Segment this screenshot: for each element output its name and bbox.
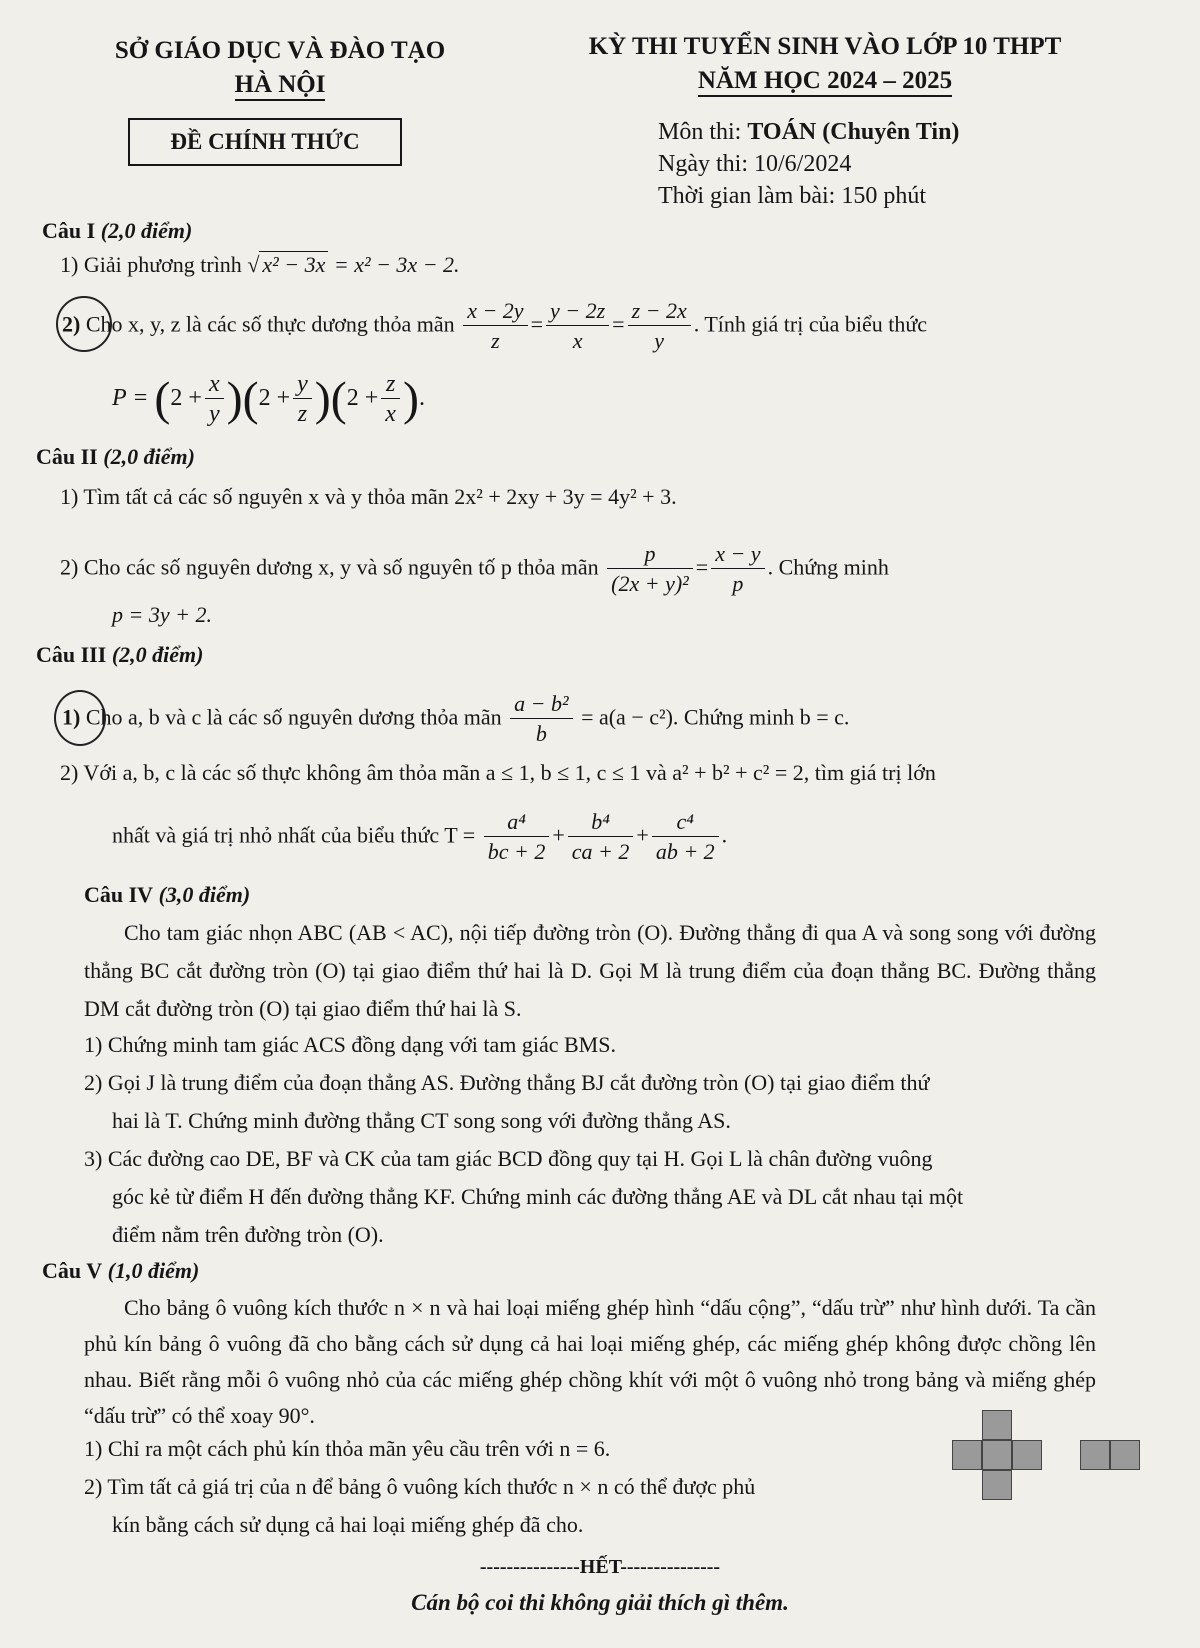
q3-part1-end: = a(a − c²). Chứng minh b = c.	[575, 704, 850, 730]
question-2-heading	[36, 442, 195, 472]
exam-date: Ngày thi: 10/6/2024	[658, 151, 852, 177]
expression-P: P = (2 + $\frac{x}{y}$ )(2 + $\frac{y}{z}$ )(2 + $\frac{z}{x}$ ).	[112, 371, 425, 427]
q4-part3-line1: 3) Các đường cao DE, BF và CK của tam giác BCD đồng quy tại H. Gọi L là chân đường vuông	[84, 1146, 933, 1171]
plus-shaped-piece	[952, 1410, 1042, 1500]
q4-part2-line1: 2) Gọi J là trung điểm của đoạn thẳng AS. Đường thẳng BJ cắt đường tròn (O) tại giao điểm thứ	[84, 1070, 930, 1095]
exam-title: KỲ THI TUYỂN SINH VÀO LỚP 10 THPT	[588, 33, 1062, 60]
q3-part2-line1: 2) Với a, b, c là các số thực không âm thỏa mãn a ≤ 1, b ≤ 1, c ≤ 1 và a² + b² + c² = 2, tìm giá trị lớn	[60, 760, 936, 785]
department-name: SỞ GIÁO DỤC VÀ ĐÀO TẠO	[114, 37, 446, 64]
q1-part2: 2) Cho x, y, z là các số thực dương thỏa mãn $\frac{x - 2y}{z}$ = $\frac{y - 2z}{x}$ = $\frac{z - 2x}{y}$ . Tính giá trị của biểu thức	[62, 297, 927, 356]
question-4-heading	[84, 880, 250, 910]
q1-part1-rhs: = x² − 3x − 2.	[328, 252, 460, 277]
question-3-points: (2,0 điểm)	[111, 642, 204, 667]
proctor-note: Cán bộ coi thi không giải thích gì thêm.	[411, 1590, 789, 1615]
end-marker: ---------------HẾT---------------	[479, 1556, 721, 1578]
q1-part1-text: 1) Giải phương trình	[60, 252, 248, 277]
q1-part2-end: . Tính giá trị của biểu thức	[693, 311, 928, 337]
q5-intro: Cho bảng ô vuông kích thước n × n và hai loại miếng ghép hình “dấu cộng”, “dấu trừ” như hình dưới. Ta cần phủ kín bảng ô vuông đã cho bằng cách sử dụng cả hai loại miếng ghép, các miếng ghép không được chồng lên nhau. Biết rằng mỗi ô vuông nhỏ của các miếng ghép chồng khít với một ô vuông nhỏ trong bảng và miếng ghép “dấu trừ” có thể xoay 90°.	[84, 1295, 1096, 1428]
exam-duration: Thời gian làm bài: 150 phút	[658, 183, 926, 209]
q3-part1-number: 1)	[62, 704, 81, 730]
q2-part2-end: . Chứng minh	[767, 554, 889, 580]
P-term-2-const: 2 +	[258, 385, 291, 412]
q4-part1: 1) Chứng minh tam giác ACS đồng dạng với tam giác BMS.	[84, 1032, 616, 1057]
question-1-points: (2,0 điểm)	[100, 218, 193, 243]
q5-part1: 1) Chỉ ra một cách phủ kín thỏa mãn yêu cầu trên với n = 6.	[84, 1436, 611, 1461]
sqrt-expression: √ x² − 3x	[247, 250, 328, 280]
question-3-title: Câu III	[36, 642, 107, 667]
exam-block	[555, 30, 1095, 98]
question-2-points: (2,0 điểm)	[103, 444, 195, 469]
exam-meta	[658, 116, 959, 212]
q5-part2-line1: 2) Tìm tất cả giá trị của n để bảng ô vuông kích thước n × n có thể được phủ	[84, 1474, 756, 1499]
q3-part1-text: Cho a, b và c là các số nguyên dương thỏa mãn	[80, 704, 508, 730]
question-3-heading	[36, 640, 203, 670]
fraction-2: $\frac{y - 2z}{x}$	[546, 297, 609, 356]
radicand: x² − 3x	[259, 251, 328, 277]
q3-part1: 1) Cho a, b và c là các số nguyên dương thỏa mãn $\frac{\text{a − b²}}{b}$ = a(a − c²). Chứng minh b = c.	[62, 691, 850, 746]
q2-part2-text: 2) Cho các số nguyên dương x, y và số nguyên tố p thỏa mãn	[60, 554, 605, 580]
official-exam-box: ĐỀ CHÍNH THỨC	[128, 118, 402, 166]
q1-part1	[60, 250, 460, 280]
question-4-points: (3,0 điểm)	[158, 882, 251, 907]
question-5-heading	[42, 1256, 199, 1286]
q1-part2-number: 2)	[62, 311, 81, 337]
fraction-1: $\frac{x - 2y}{z}$	[463, 297, 527, 356]
P-label: P =	[112, 385, 149, 412]
q4-part2-line2: hai là T. Chứng minh đường thẳng CT song song với đường thẳng AS.	[112, 1108, 731, 1133]
subject: TOÁN (Chuyên Tin)	[747, 119, 960, 145]
fraction-3: $\frac{z - 2x}{y}$	[628, 297, 691, 356]
q2-part2: 2) Cho các số nguyên dương x, y và số nguyên tố p thỏa mãn $\frac{p}{\text{(2x + y)²}}$ = $\frac{x - y}{p}$ . Chứng minh	[60, 541, 889, 596]
question-5-title: Câu V	[42, 1258, 103, 1283]
q1-part2-text: Cho x, y, z là các số thực dương thỏa mãn	[85, 311, 461, 337]
q4-part3-line3: điểm nằm trên đường tròn (O).	[112, 1222, 384, 1247]
q4-intro: Cho tam giác nhọn ABC (AB < AC), nội tiếp đường tròn (O). Đường thẳng đi qua A và song song với đường thẳng BC cắt đường tròn (O) tại giao điểm thứ hai là D. Gọi M là trung điểm của đoạn thẳng BC. Đường thẳng DM cắt đường tròn (O) tại giao điểm thứ hai là S.	[84, 920, 1096, 1021]
q2-part1: 1) Tìm tất cả các số nguyên x và y thỏa mãn 2x² + 2xy + 3y = 4y² + 3.	[60, 484, 677, 509]
minus-shaped-piece	[1080, 1440, 1140, 1470]
question-1-heading	[42, 216, 192, 246]
P-term-3-const: 2 +	[346, 385, 379, 412]
q3-part2-text: nhất và giá trị nhỏ nhất của biểu thức T =	[112, 822, 481, 848]
q2-part2-claim: p = 3y + 2.	[112, 602, 212, 627]
q5-part2-line2: kín bằng cách sử dụng cả hai loại miếng ghép đã cho.	[112, 1512, 584, 1537]
q4-part3-line2: góc kẻ từ điểm H đến đường thẳng KF. Chứng minh các đường thẳng AE và DL cắt nhau tại một	[112, 1184, 964, 1209]
question-5-points: (1,0 điểm)	[107, 1258, 200, 1283]
q3-part2-line2: nhất và giá trị nhỏ nhất của biểu thức T = $\frac{\text{a⁴}}{bc + 2}$ + $\frac{\text{b⁴}}{ca + 2}$ + $\frac{\text{c⁴}}{ab + 2}$ .	[112, 809, 728, 864]
P-term-1-const: 2 +	[170, 385, 202, 412]
school-year: NĂM HỌC 2024 – 2025	[698, 67, 952, 97]
question-4-title: Câu IV	[84, 882, 154, 907]
department-block	[110, 34, 450, 102]
question-2-title: Câu II	[36, 444, 98, 469]
department-city: HÀ NỘI	[235, 71, 326, 101]
question-1-title: Câu I	[42, 218, 96, 243]
subject-label: Môn thi:	[658, 119, 748, 145]
